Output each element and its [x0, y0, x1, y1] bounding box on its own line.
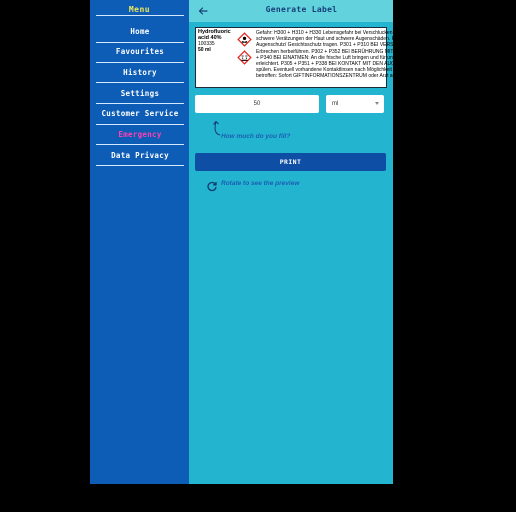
sidebar-item-customer-service[interactable]: Customer Service: [101, 109, 179, 118]
fill-amount-input[interactable]: 50: [195, 95, 319, 113]
substance-volume: 50 ml: [198, 47, 211, 53]
app-window: [90, 0, 513, 484]
sidebar-menu: [90, 0, 189, 484]
unit-dropdown[interactable]: [326, 95, 384, 113]
sidebar-item-favourites[interactable]: Favourites: [115, 47, 165, 56]
sidebar-item-home[interactable]: Home: [130, 27, 150, 36]
sidebar-item-history[interactable]: History: [123, 68, 157, 77]
rotate-hint: Rotate to see the preview: [221, 180, 300, 187]
page-title: Generate Label: [265, 5, 338, 14]
sidebar-item-settings[interactable]: Settings: [120, 89, 160, 98]
hazard-statements: Gefahr: H300 + H310 + H330 Lebensgefahr bei Verschlucken, Hautkontakt oder Einatmen. H314 schwere Verätzungen der Haut und schwere Augenschäden. P280 Schutzhandschuhe/ Schutzkleidung/ Augenschutz/ Gesichtsschutz tragen. P301 + P310 BEI VERSCHLUCKEN: Sofort GIFTINFORMATIONSZENTRUM Erbrechen herbeiführen. P302 + P352 BEI BERÜHRUNG MIT DER HAUT: Mit viel Wasser waschen. P304 + P340 BEI EINATMEN: An die frische Luft bringen und für ungehinderte Atmung sorgen. P305 erleichtert. P305 + P351 + P338 BEI KONTAKT MIT DEN AUGEN: Einige Minuten lang behutsam mit Wasser spülen. Eventuell vorhandene Kontaktlinsen nach Möglichkeit entfernen. Weiter spülen. P310 betroffen: Sofort GIFTINFORMATIONSZENTRUM oder Arzt anrufen.: [256, 30, 513, 80]
arrow-left-icon[interactable]: [197, 5, 209, 17]
substance-code: 100335: [198, 41, 215, 47]
menu-divider: [96, 15, 184, 16]
sidebar-item-emergency[interactable]: Emergency: [118, 130, 162, 139]
menu-divider: [96, 144, 184, 145]
unit-selected-value: ml: [332, 101, 339, 107]
rotate-icon: [206, 180, 218, 192]
print-button[interactable]: PRINT: [195, 153, 386, 171]
ghs-acute-toxicity-icon: [237, 32, 252, 47]
ghs-corrosion-icon: [237, 50, 252, 65]
menu-divider: [96, 165, 184, 166]
fill-amount-hint: How much do you fill?: [221, 133, 291, 140]
chevron-down-icon: [375, 102, 379, 105]
generate-label-panel: [189, 0, 513, 484]
label-preview: [195, 27, 513, 88]
menu-divider: [96, 82, 184, 83]
substance-name: Hydrofluoric acid 40%: [198, 29, 231, 41]
sidebar-item-data-privacy[interactable]: Data Privacy: [111, 151, 169, 160]
menu-title: Menu: [128, 5, 151, 14]
top-app-bar: [189, 0, 393, 22]
